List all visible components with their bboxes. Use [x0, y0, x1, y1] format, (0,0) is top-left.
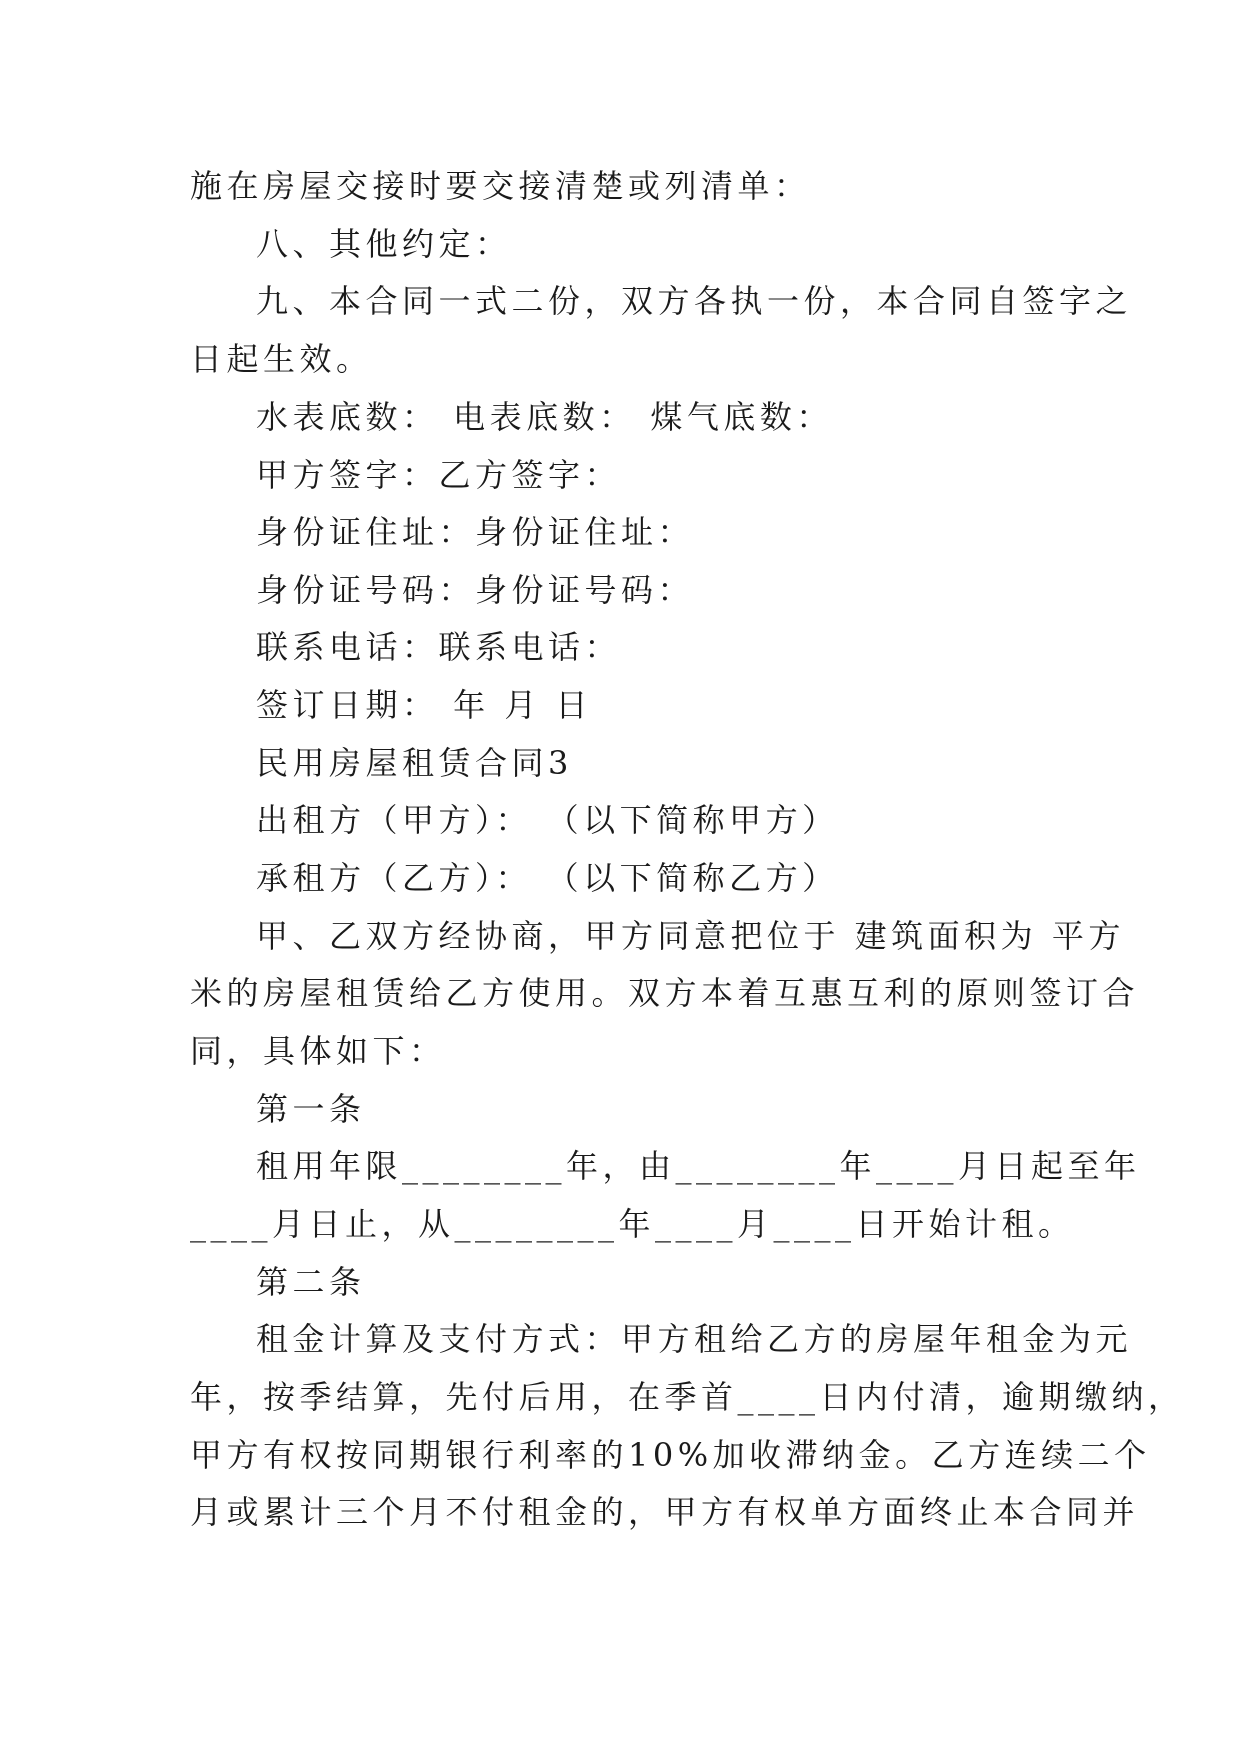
text-line: 九、本合同一式二份，双方各执一份，本合同自签字之 [256, 282, 1133, 320]
text-line: 租用年限________年，由________年____月日起至年 [256, 1147, 1141, 1185]
text-line: 水表底数： 电表底数： 煤气底数： [256, 398, 833, 436]
text-line: 身份证号码：身份证号码： [256, 571, 695, 609]
clause-heading: 第二条 [256, 1263, 366, 1301]
text-line: 甲方签字：乙方签字： [256, 456, 622, 494]
text-line: 同，具体如下： [190, 1032, 446, 1070]
text-line: 日起生效。 [190, 340, 373, 378]
text-line: 米的房屋租赁给乙方使用。双方本着互惠互利的原则签订合 [190, 974, 1140, 1012]
text-line: 联系电话：联系电话： [256, 628, 622, 666]
text-line: 出租方（甲方）： （以下简称甲方） [256, 801, 839, 839]
text-line: 身份证住址：身份证住址： [256, 513, 695, 551]
text-line: 月或累计三个月不付租金的，甲方有权单方面终止本合同并 [190, 1493, 1140, 1531]
text-line: ____月日止，从________年____月____日开始计租。 [190, 1205, 1075, 1243]
text-line: 签订日期： 年 月 日 [256, 686, 593, 724]
text-line: 承租方（乙方）： （以下简称乙方） [256, 859, 839, 897]
text-line: 八、其他约定： [256, 225, 512, 263]
text-line: 施在房屋交接时要交接清楚或列清单： [190, 167, 811, 205]
text-line: 租金计算及支付方式：甲方租给乙方的房屋年租金为元 [256, 1320, 1133, 1358]
text-line: 甲方有权按同期银行利率的10%加收滞纳金。乙方连续二个 [190, 1436, 1151, 1474]
text-line: 年，按季结算，先付后用，在季首____日内付清，逾期缴纳， [190, 1378, 1185, 1416]
text-line: 甲、乙双方经协商，甲方同意把位于 建筑面积为 平方 [256, 917, 1125, 955]
clause-heading: 第一条 [256, 1090, 366, 1128]
section-title: 民用房屋租赁合同3 [256, 744, 573, 782]
